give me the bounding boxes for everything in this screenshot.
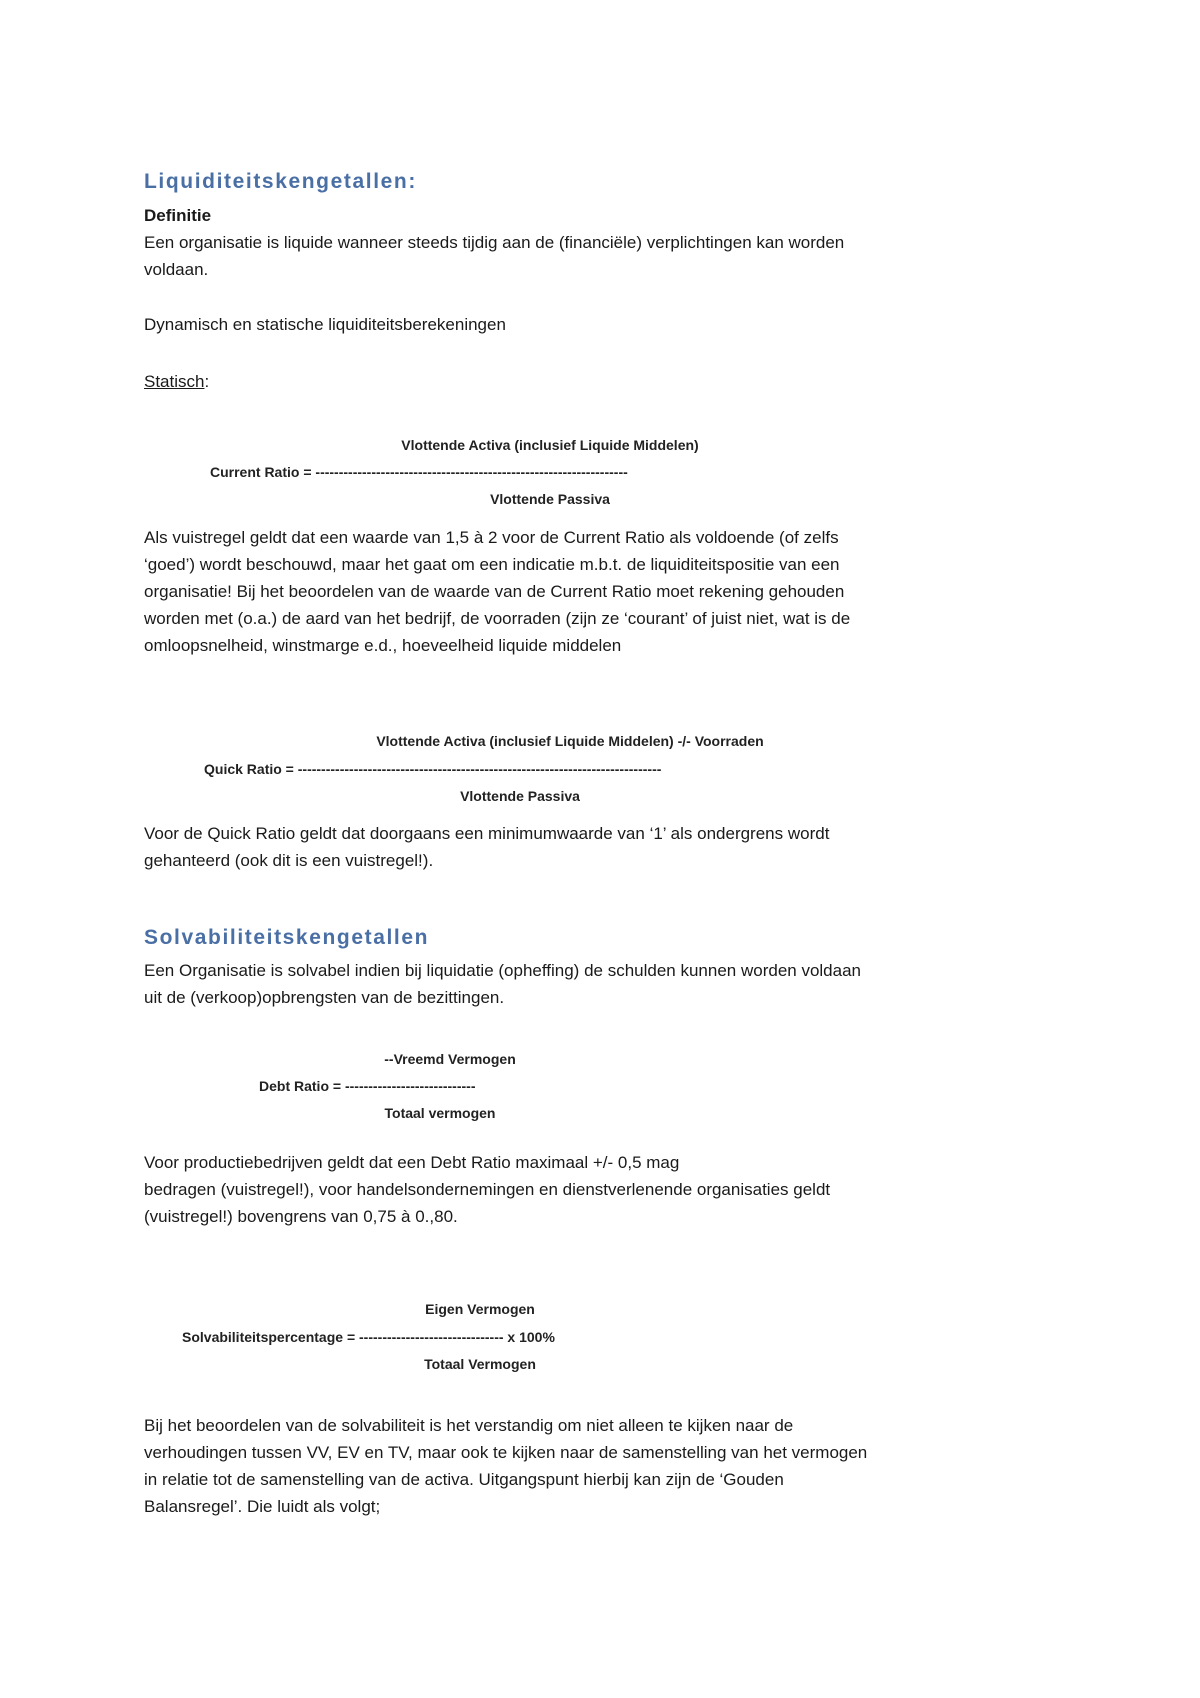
quick-ratio-denominator: Vlottende Passiva <box>460 788 580 804</box>
paragraph-line: worden met (o.a.) de aard van het bedrijf, de voorraden (zijn ze ‘courant’ of juist niet, wat is de <box>144 609 851 628</box>
paragraph-line: uit de (verkoop)opbrengsten van de bezittingen. <box>144 988 505 1007</box>
debt-ratio-numerator: --Vreemd Vermogen <box>384 1051 516 1067</box>
current-ratio-denominator: Vlottende Passiva <box>490 491 610 507</box>
solvency-pct-denominator: Totaal Vermogen <box>424 1356 536 1372</box>
solvency-pct-numerator: Eigen Vermogen <box>425 1301 535 1317</box>
paragraph-line: Balansregel’. Die luidt als volgt; <box>144 1497 381 1516</box>
paragraph-line: Voor de Quick Ratio geldt dat doorgaans een minimumwaarde van ‘1’ als ondergrens wordt <box>144 824 830 843</box>
debt-ratio-denominator: Totaal vermogen <box>384 1105 496 1121</box>
solvency-heading: Solvabiliteitskengetallen <box>144 926 430 949</box>
paragraph-line: (vuistregel!) bovengrens van 0,75 à 0.,80. <box>144 1207 458 1226</box>
paragraph-line: verhoudingen tussen VV, EV en TV, maar ook te kijken naar de samenstelling van het vermogen <box>144 1443 868 1462</box>
paragraph-line: Voor productiebedrijven geldt dat een Debt Ratio maximaal +/- 0,5 mag <box>144 1153 680 1172</box>
definition-line: voldaan. <box>144 260 209 279</box>
calc-types: Dynamisch en statische liquiditeitsberekeningen <box>144 315 506 334</box>
definition-label: Definitie <box>144 206 212 225</box>
static-colon: : <box>204 372 210 391</box>
definition-text <box>144 229 1024 283</box>
current-ratio-label: Current Ratio = ------------------------------------------------------------------- <box>210 464 628 480</box>
paragraph-line: Als vuistregel geldt dat een waarde van 1,5 à 2 voor de Current Ratio als voldoende (of zelfs <box>144 528 839 547</box>
liquidity-heading: Liquiditeitskengetallen: <box>144 170 417 193</box>
quick-ratio-text <box>144 820 1024 874</box>
quick-ratio-numerator: Vlottende Activa (inclusief Liquide Middelen) -/- Voorraden <box>376 733 764 749</box>
solvency-pct-label: Solvabiliteitspercentage = ------------------------------- x 100% <box>182 1329 555 1345</box>
static-label: Statisch <box>144 372 205 391</box>
definition-line: Een organisatie is liquide wanneer steeds tijdig aan de (financiële) verplichtingen kan worden <box>144 233 845 252</box>
solvency-closing-text <box>144 1412 1024 1520</box>
paragraph-line: ‘goed’) wordt beschouwd, maar het gaat om een indicatie m.b.t. de liquiditeitspositie van een <box>144 555 840 574</box>
paragraph-line: Een Organisatie is solvabel indien bij liquidatie (opheffing) de schulden kunnen worden voldaan <box>144 961 861 980</box>
solvency-intro <box>144 957 1024 1011</box>
quick-ratio-label: Quick Ratio = ------------------------------------------------------------------------------ <box>204 761 662 777</box>
paragraph-line: gehanteerd (ook dit is een vuistregel!). <box>144 851 434 870</box>
static-label-line <box>144 368 1024 395</box>
paragraph-line: in relatie tot de samenstelling van de activa. Uitgangspunt hierbij kan zijn de ‘Gouden <box>144 1470 784 1489</box>
paragraph-line: omloopsnelheid, winstmarge e.d., hoeveelheid liquide middelen <box>144 636 622 655</box>
paragraph-line: bedragen (vuistregel!), voor handelsondernemingen en dienstverlenende organisaties geldt <box>144 1180 831 1199</box>
debt-ratio-label: Debt Ratio = ---------------------------- <box>259 1078 476 1094</box>
current-ratio-numerator: Vlottende Activa (inclusief Liquide Middelen) <box>401 437 699 453</box>
paragraph-line: organisatie! Bij het beoordelen van de waarde van de Current Ratio moet rekening gehouden <box>144 582 845 601</box>
paragraph-line: Bij het beoordelen van de solvabiliteit is het verstandig om niet alleen te kijken naar de <box>144 1416 794 1435</box>
current-ratio-text <box>144 524 1024 659</box>
debt-ratio-text <box>144 1149 1024 1230</box>
